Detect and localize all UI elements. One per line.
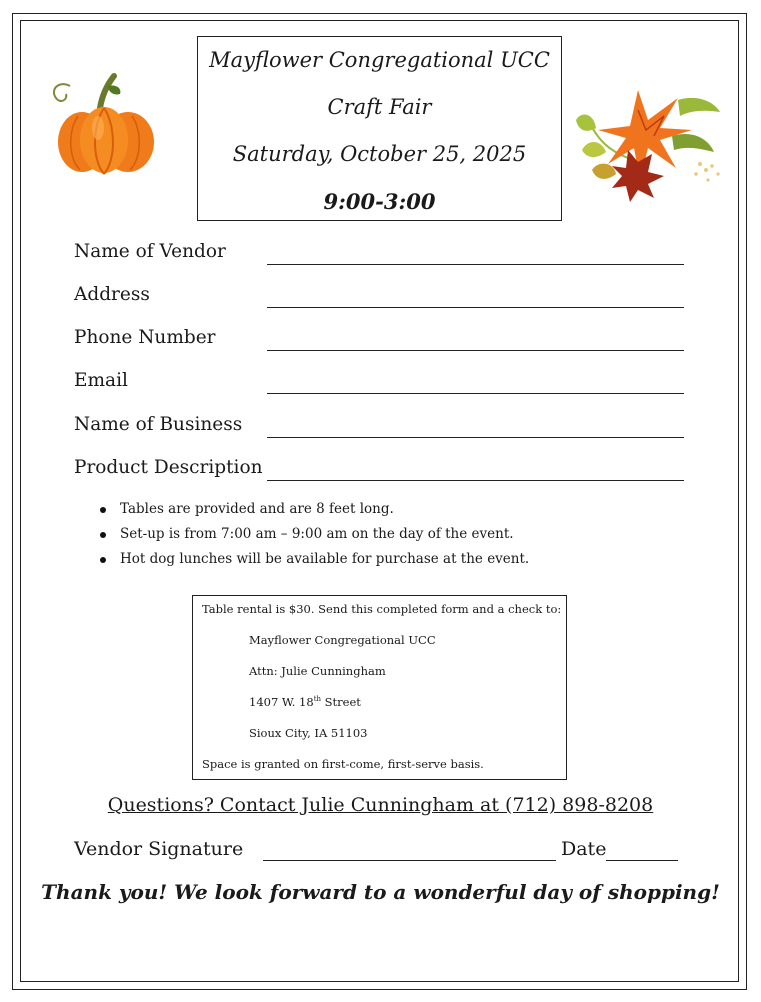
rental-intro: Table rental is $30. Send this completed form and a check to: bbox=[202, 602, 562, 616]
event-time: 9:00-3:00 bbox=[323, 189, 436, 214]
email-label: Email bbox=[74, 370, 128, 391]
vendor-name-label: Name of Vendor bbox=[74, 241, 226, 262]
contact-line: Questions? Contact Julie Cunningham at (712) 898-8208 bbox=[107, 794, 654, 816]
date-label: Date bbox=[561, 838, 607, 860]
mailing-city: Sioux City, IA 51103 bbox=[249, 726, 368, 740]
product-description-field[interactable] bbox=[267, 480, 684, 481]
business-name-label: Name of Business bbox=[74, 414, 243, 435]
mailing-info-box bbox=[192, 595, 567, 780]
autumn-leaves-icon bbox=[568, 80, 728, 205]
email-field[interactable] bbox=[267, 393, 684, 394]
street-ordinal: th bbox=[313, 695, 322, 704]
signature-field[interactable] bbox=[263, 860, 556, 861]
address-field[interactable] bbox=[267, 307, 684, 308]
closing-message: Thank you! We look forward to a wonderful day of shopping! bbox=[41, 880, 720, 904]
event-name: Craft Fair bbox=[327, 95, 432, 119]
church-name: Mayflower Congregational UCC bbox=[209, 48, 550, 72]
list-item: Hot dog lunches will be available for purchase at the event. bbox=[98, 547, 658, 572]
street-name: Street bbox=[321, 695, 361, 709]
phone-field[interactable] bbox=[267, 350, 684, 351]
product-description-label: Product Description bbox=[74, 457, 263, 478]
space-note: Space is granted on first-come, first-serve basis. bbox=[202, 757, 484, 771]
mailing-attn: Attn: Julie Cunningham bbox=[249, 664, 386, 678]
pumpkin-icon bbox=[48, 66, 160, 178]
street-number: 1407 W. 18 bbox=[249, 695, 314, 709]
address-label: Address bbox=[74, 284, 150, 305]
event-date: Saturday, October 25, 2025 bbox=[232, 142, 527, 166]
phone-label: Phone Number bbox=[74, 327, 216, 348]
signature-label: Vendor Signature bbox=[74, 838, 244, 860]
mailing-street bbox=[249, 695, 361, 709]
mailing-org: Mayflower Congregational UCC bbox=[249, 633, 436, 647]
event-title-box bbox=[197, 36, 562, 221]
business-name-field[interactable] bbox=[267, 437, 684, 438]
vendor-name-field[interactable] bbox=[267, 264, 684, 265]
list-item: Set-up is from 7:00 am – 9:00 am on the day of the event. bbox=[98, 522, 658, 547]
date-field[interactable] bbox=[606, 860, 678, 861]
list-item: Tables are provided and are 8 feet long. bbox=[98, 497, 658, 522]
event-notes-list bbox=[98, 497, 658, 572]
